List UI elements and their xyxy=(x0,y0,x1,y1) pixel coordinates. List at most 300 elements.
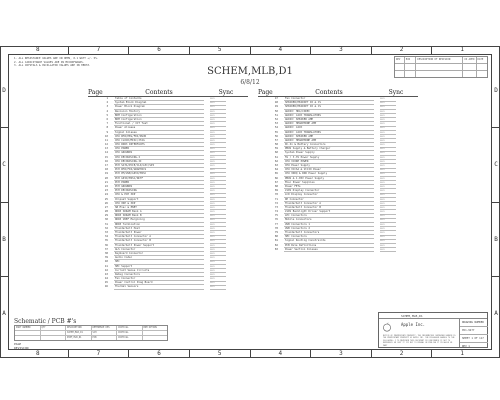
toc-page-number: 30 xyxy=(104,218,108,222)
toc-page-number: 8 xyxy=(106,126,108,130)
toc-page-number: 64 xyxy=(274,168,278,172)
toc-contents: PCH POWER xyxy=(114,181,204,185)
toc-sync-value: DATE xyxy=(210,101,226,106)
revision-row xyxy=(395,71,487,77)
schematic-cell: SCHEM,MLB,D1 xyxy=(66,331,92,335)
toc-page-number: 12 xyxy=(104,143,108,147)
toc-contents: SMC Connectors xyxy=(284,235,374,239)
toc-sync xyxy=(374,248,418,252)
toc-contents: Power FETs xyxy=(284,185,374,189)
toc-page-number: 56 xyxy=(274,134,278,138)
title-block-cells xyxy=(459,319,488,347)
zone-row-label: C xyxy=(492,127,500,201)
toc-sync-value: DATE xyxy=(380,206,396,211)
toc-page-number: 46 xyxy=(104,285,108,289)
toc-header xyxy=(88,88,248,97)
toc-sync-value: DATE xyxy=(210,214,226,219)
toc-contents: AUDIO: SPEAKER AMP xyxy=(284,118,374,122)
toc-sync-value: DATE xyxy=(210,143,226,148)
toc-sync-value: DATE xyxy=(210,110,226,115)
toc-page-number: 80 xyxy=(274,235,278,239)
toc-page-number: 59 xyxy=(274,147,278,151)
toc-sync-value: DATE xyxy=(210,248,226,253)
toc-sync-value: DATE xyxy=(210,244,226,249)
toc-page-number: 25 xyxy=(104,197,108,201)
toc-contents: BOM Configuration xyxy=(114,118,204,122)
toc-sync-value: DATE xyxy=(380,164,396,169)
toc-sync-value: DATE xyxy=(380,214,396,219)
general-note: 3. ALL CRYSTALS & OSCILLATOR VALUES ARE IN HERTZ. xyxy=(14,64,91,68)
toc-page-number: 20 xyxy=(104,176,108,180)
toc-page-number: 53 xyxy=(274,122,278,126)
revision-header-cell: CK APPD xyxy=(463,57,476,63)
toc-page-number: 26 xyxy=(104,201,108,205)
toc-page-number: 14 xyxy=(104,151,108,155)
zone-column-label: 8 xyxy=(36,46,40,53)
toc-contents: USB Connectors 2 xyxy=(284,227,374,231)
title-block-label: SCHEM,MLB,D1 xyxy=(379,313,487,319)
toc-sync-value: DATE xyxy=(210,118,226,123)
toc-contents: PCH PM/USB/GPIO/MISC xyxy=(114,172,204,176)
revision-header-cell: DATE xyxy=(477,58,484,61)
toc-page-number: 72 xyxy=(274,201,278,205)
toc-left-rows xyxy=(88,97,248,290)
revision-cell xyxy=(416,71,463,77)
toc-right-rows xyxy=(258,97,418,252)
toc-contents: Power Section Aliases xyxy=(284,248,374,252)
toc-sync-value: DATE xyxy=(210,139,226,144)
toc-page-number: 24 xyxy=(104,193,108,197)
toc-contents: Revision History xyxy=(114,110,204,114)
toc-contents: PCH GPIO/MISC/NCTF xyxy=(114,177,204,181)
revision-cell xyxy=(416,64,463,70)
toc-contents: Power Block Diagram xyxy=(114,105,204,109)
toc-contents: PBUS Supply & Battery Charger xyxy=(284,147,374,151)
page-date: 6/8/12 xyxy=(240,79,260,86)
toc-sync-value: DATE xyxy=(210,97,226,102)
zone-column-label: 4 xyxy=(250,350,311,358)
toc-contents: Thunderbolt Connector B xyxy=(114,239,204,243)
toc-page-number: 54 xyxy=(274,126,278,130)
toc-contents: CPU & PCH XDP xyxy=(114,193,204,197)
toc-contents: CPU POWER xyxy=(114,147,204,151)
toc-sync-value: DATE xyxy=(380,172,396,177)
toc-sync-value: DATE xyxy=(210,273,226,278)
zone-column-label: 3 xyxy=(310,46,371,54)
toc-page-number: 7 xyxy=(106,122,108,126)
zone-columns-top xyxy=(8,46,492,54)
toc-contents: AUDIO: HDA/CODEC xyxy=(284,110,374,114)
zone-column-label: 5 xyxy=(189,46,250,54)
toc-contents: AUDIO: HEADPHONE AMP xyxy=(284,139,374,143)
toc-contents: Chipset Support xyxy=(114,198,204,202)
toc-page-number: 38 xyxy=(104,251,108,255)
toc-sync-value: DATE xyxy=(210,114,226,119)
toc-sync-value: DATE xyxy=(210,265,226,270)
toc-page-number: 13 xyxy=(104,147,108,151)
toc-contents: Thunderbolt Connector B xyxy=(284,206,374,210)
toc-contents: DDR3 SDRAM Bank A xyxy=(114,210,204,214)
toc-page-number: 15 xyxy=(104,155,108,159)
toc-sync-value: DATE xyxy=(210,105,226,110)
revision-table-header xyxy=(395,57,487,64)
revision-cell xyxy=(405,64,416,70)
schematic-cell xyxy=(15,331,41,335)
toc-contents: DP Connector xyxy=(284,198,374,202)
revision-cell xyxy=(395,71,405,77)
zone-column-label: 3 xyxy=(310,350,371,358)
toc-contents: CPU XDP & XDP xyxy=(114,202,204,206)
toc-contents: Signal Routing Constraints xyxy=(284,239,374,243)
toc-sync-value: DATE xyxy=(210,147,226,152)
toc-contents: AUDIO: JACK TRANSLATORS xyxy=(284,131,374,135)
toc-page-number: 27 xyxy=(104,205,108,209)
toc-sync-value: DATE xyxy=(380,122,396,127)
toc-sync-value: DATE xyxy=(210,206,226,211)
toc-sync-value: DATE xyxy=(210,218,226,223)
toc-page-number: 48 xyxy=(274,101,278,105)
toc-page-number: 65 xyxy=(274,172,278,176)
toc-sync-value: DATE xyxy=(380,223,396,228)
toc-page-number: 58 xyxy=(274,143,278,147)
schematic-cell xyxy=(143,336,168,340)
toc-page-number: 40 xyxy=(104,260,108,264)
toc-sync-value: DATE xyxy=(210,285,226,290)
schematic-pcb-label: Schematic / PCB #'s xyxy=(14,318,77,325)
toc-sync-value: DATE xyxy=(210,135,226,140)
toc-sync-value: DATE xyxy=(380,139,396,144)
toc-sync-value: DATE xyxy=(210,122,226,127)
toc-sync-value: DATE xyxy=(210,156,226,161)
toc-page-number: 63 xyxy=(274,164,278,167)
toc-sync-value: DATE xyxy=(210,181,226,186)
toc-page-number: 57 xyxy=(274,138,278,142)
title-block-cell: 051-9277 xyxy=(460,327,488,335)
toc-page-number: 49 xyxy=(274,105,278,109)
toc-contents: System Power Supply xyxy=(284,151,374,155)
toc-page-number: 10 xyxy=(104,134,108,138)
toc-page-number: 16 xyxy=(104,159,108,163)
title-block-cell: REV 1 xyxy=(462,345,470,348)
toc-page-number: 79 xyxy=(274,231,278,234)
zone-row-label: B xyxy=(0,202,8,276)
zone-column-label: 7 xyxy=(68,350,129,358)
toc-header-sync: Sync xyxy=(218,89,234,96)
toc-page-number: 36 xyxy=(104,243,108,247)
drawing-frame xyxy=(8,54,492,350)
toc-contents: CPU DECOUPLING-II xyxy=(114,160,204,164)
zone-column-label: 2 xyxy=(371,46,432,54)
toc-row xyxy=(88,285,248,289)
toc-contents: USB Connectors 1 xyxy=(284,223,374,227)
revision-cell xyxy=(405,71,416,77)
toc-page-number: 83 xyxy=(274,247,278,251)
toc-page-number: 42 xyxy=(104,268,108,272)
schematic-bottom-line: REVISION xyxy=(14,346,29,350)
zone-column-label: 4 xyxy=(250,46,311,54)
toc-contents: ALS Connector xyxy=(114,248,204,252)
zone-row-label: A xyxy=(492,276,500,350)
general-note: 2. ALL CAPACITANCE VALUES ARE IN MICROFARADS. xyxy=(14,60,85,64)
toc-sync-value: DATE xyxy=(210,256,226,261)
toc-sync-value: DATE xyxy=(210,277,226,282)
toc-sync-value: DATE xyxy=(380,202,396,207)
toc-sync-value: DATE xyxy=(380,210,396,215)
zone-column-label: 6 xyxy=(128,350,189,358)
toc-contents: DDR3 VREF Margining xyxy=(114,218,204,222)
title-block xyxy=(378,312,488,348)
toc-contents: DDR3 SDRAM Bank B xyxy=(114,214,204,218)
toc-contents: DC-In & Battery Connectors xyxy=(284,143,374,147)
toc-contents: SMC xyxy=(114,260,204,264)
toc-contents: BOM Configuration xyxy=(114,114,204,118)
toc-sync-value: DATE xyxy=(380,235,396,240)
toc-page-number: 75 xyxy=(274,214,278,218)
toc-left-column xyxy=(88,88,248,290)
toc-contents: Current Sense Circuits xyxy=(114,269,204,273)
schematic-table-row xyxy=(15,336,167,340)
toc-sync-value: DATE xyxy=(210,227,226,232)
zone-row-label: C xyxy=(0,127,8,201)
toc-contents: CPU DECOUPLING-I xyxy=(114,156,204,160)
schematic-cell xyxy=(143,331,168,335)
toc-contents: CPU VCCSA & VCCIO Power xyxy=(284,168,374,172)
toc-page-number: 76 xyxy=(274,218,278,222)
toc-contents: SB Misc & ENET xyxy=(114,206,204,210)
toc-page-number: 17 xyxy=(104,164,108,167)
toc-contents: PCH SATA/PCIE/CLK/LPC/SPI xyxy=(114,164,204,168)
toc-page-number: 81 xyxy=(274,239,278,243)
toc-contents: SPEAKER/HEADSET IO & CS xyxy=(284,101,374,105)
schematic-cell: SCH xyxy=(92,331,118,335)
toc-sync-value: DATE xyxy=(380,231,396,236)
toc-sync-value: DATE xyxy=(210,185,226,190)
toc-page-number: 34 xyxy=(104,235,108,239)
schematic-cell: PCB xyxy=(92,336,118,340)
toc-sync-value: DATE xyxy=(210,252,226,257)
toc-header-sync: Sync xyxy=(388,89,404,96)
toc-sync-value: DATE xyxy=(210,235,226,240)
toc-contents: Power Aliases xyxy=(114,126,204,130)
toc-contents: Signal Aliases xyxy=(114,131,204,135)
toc-page-number: 68 xyxy=(274,184,278,188)
toc-page-number: 73 xyxy=(274,205,278,209)
schematic-header-cell: BOM OPTION xyxy=(143,326,157,329)
toc-page-number: 66 xyxy=(274,176,278,180)
toc-page-number: 18 xyxy=(104,168,108,172)
toc-header-contents: Contents xyxy=(145,89,173,96)
toc-sync-value: DATE xyxy=(380,147,396,152)
toc-contents: CPU Power Supply xyxy=(284,164,374,168)
toc-page-number: 74 xyxy=(274,210,278,214)
schematic-pcb-table xyxy=(14,325,168,341)
toc-page-number: 33 xyxy=(104,231,108,234)
toc-sync-value: DATE xyxy=(380,105,396,110)
schematic-bottom-notes xyxy=(14,342,28,350)
toc-page-number: 29 xyxy=(104,214,108,218)
toc-right-column xyxy=(258,88,418,252)
toc-sync-value: DATE xyxy=(380,218,396,223)
toc-contents: PCH DECOUPLING xyxy=(114,189,204,193)
toc-row xyxy=(258,248,418,252)
revision-cell xyxy=(477,71,487,77)
toc-contents: Table of Contents xyxy=(114,97,204,101)
revision-cell xyxy=(395,64,405,70)
toc-contents: CPU DDR3 INTERFACES xyxy=(114,143,204,147)
toc-page-number: 37 xyxy=(104,247,108,251)
page-title: SCHEM,MLB,D1 xyxy=(207,66,293,77)
toc-contents: Thermal Sensors xyxy=(114,285,204,289)
toc-sync-value: DATE xyxy=(380,114,396,119)
toc-sync-value: DATE xyxy=(380,198,396,203)
toc-contents: Thunderbolt Host xyxy=(114,227,204,231)
toc-contents: Misc Power Supplies xyxy=(284,181,374,185)
revision-header-cell: ECN xyxy=(405,57,416,63)
toc-sync-value: DATE xyxy=(380,181,396,186)
toc-page-number: 52 xyxy=(274,117,278,121)
toc-contents: Thunderbolt Connectors xyxy=(284,231,374,235)
revision-header-cell: DESCRIPTION OF REVISION xyxy=(416,57,463,63)
toc-header xyxy=(258,88,418,97)
toc-header-page: Page xyxy=(88,89,103,96)
toc-page-number: 61 xyxy=(274,155,278,159)
schematic-cell: CRITICAL xyxy=(117,336,143,340)
toc-sync-value: DATE xyxy=(380,97,396,102)
toc-page-number: 32 xyxy=(104,226,108,230)
toc-sync-value: DATE xyxy=(380,168,396,173)
company-logo-icon xyxy=(382,322,392,332)
toc-sync-value: DATE xyxy=(380,177,396,182)
toc-contents: CPU VDDQ & DDR Power Supply xyxy=(284,172,374,176)
schematic-header-cell: PART NUMBER xyxy=(15,326,41,330)
toc-header-contents: Contents xyxy=(315,89,343,96)
schematic-header-cell: DESCRIPTION xyxy=(66,326,92,330)
revision-cell xyxy=(477,64,487,70)
toc-sync-value: DATE xyxy=(380,131,396,136)
toc-page-number: 3 xyxy=(106,105,108,109)
toc-page-number: 39 xyxy=(104,256,108,260)
toc-contents: PCB Rule Definitions xyxy=(284,244,374,248)
toc-page-number: 4 xyxy=(106,109,108,113)
proprietary-notice: NOTICE OF PROPRIETARY PROPERTY: THE INFORMATION CONTAINED HEREIN IS THE PROPRIETARY PROPERTY OF APPLE INC. THE POSSESSOR AGREES TO THE FOLLOWING: I TO MAINTAIN THIS DOCUMENT IN CONFIDENCE II NOT TO REPRODUCE OR COPY IT III NOT TO REVEAL OR PUBLISH IT IN WHOLE OR PART xyxy=(383,335,456,347)
toc-sync-value: DATE xyxy=(380,156,396,161)
toc-sync-value: DATE xyxy=(380,227,396,232)
toc-page-number: 69 xyxy=(274,189,278,193)
toc-page-number: 5 xyxy=(106,113,108,117)
toc-sync-value: DATE xyxy=(210,260,226,265)
toc-page-number: 44 xyxy=(104,277,108,281)
toc-sync-value: DATE xyxy=(380,135,396,140)
schematic-cell xyxy=(41,336,67,340)
toc-page-number: 11 xyxy=(104,138,108,142)
toc-page-number: 51 xyxy=(274,113,278,117)
company-name: Apple Inc. xyxy=(401,322,426,327)
toc-sync-value: DATE xyxy=(210,223,226,228)
toc-page-number: 55 xyxy=(274,130,278,134)
toc-contents: CPU CLOCK/MISC/JTAG xyxy=(114,139,204,143)
toc-sync-value: DATE xyxy=(380,189,396,194)
schematic-cell xyxy=(15,336,41,340)
revision-header-cell: REV xyxy=(395,57,405,63)
toc-contents: Thunderbolt Connector A xyxy=(284,202,374,206)
zone-column-label: 5 xyxy=(189,350,250,358)
toc-contents: CPU VCORE POWER xyxy=(284,160,374,164)
toc-sync-value: DATE xyxy=(380,239,396,244)
zone-column-label: 1 xyxy=(431,350,492,358)
toc-page-number: 67 xyxy=(274,180,278,184)
zone-row-label: A xyxy=(0,276,8,350)
toc-page-number: 23 xyxy=(104,189,108,193)
toc-contents: 5V / 3.3V Power Supply xyxy=(284,156,374,160)
toc-sync-value: DATE xyxy=(210,172,226,177)
toc-contents: AUDIO: JACK TRANSLATORS xyxy=(284,114,374,118)
toc-contents: CPU DMI/PEG/FDI/RSVD xyxy=(114,135,204,139)
toc-contents: LVDS Backlight Driver Support xyxy=(284,210,374,214)
toc-contents: Mobile Connectors xyxy=(284,218,374,222)
toc-contents: Fan Connector xyxy=(114,277,204,281)
zone-columns-bottom xyxy=(8,350,492,358)
toc-contents: AUDIO: JACK xyxy=(284,126,374,130)
toc-contents: AUDIO: HEADPHONE AMP xyxy=(284,122,374,126)
toc-page-number: 9 xyxy=(106,130,108,134)
revision-row xyxy=(395,64,487,71)
toc-sync-value: DATE xyxy=(210,131,226,136)
toc-page-number: 22 xyxy=(104,184,108,188)
toc-sync-value: DATE xyxy=(380,193,396,198)
toc-contents: SPEAKER/HEADSET IO & CS xyxy=(284,105,374,109)
toc-contents: PBUS & 1.05V Power Supply xyxy=(284,177,374,181)
toc-sync-value: DATE xyxy=(380,248,396,253)
schematic-bottom-line: PAGE xyxy=(14,342,22,346)
toc-page-number: 31 xyxy=(104,222,108,226)
toc-sync-value: DATE xyxy=(210,202,226,207)
toc-contents: Power Control Diag Board xyxy=(114,281,204,285)
toc-page-number: 41 xyxy=(104,264,108,268)
toc-contents: Keyboard Connector xyxy=(114,252,204,256)
toc-page-number: 60 xyxy=(274,151,278,155)
toc-contents: Fan Connector xyxy=(284,97,374,101)
toc-sync-value: DATE xyxy=(380,118,396,123)
toc-contents: Debug Connectors xyxy=(114,273,204,277)
toc-contents: LVDS Display Connector xyxy=(284,189,374,193)
toc-contents: System Block Diagram xyxy=(114,101,204,105)
toc-sync-value: DATE xyxy=(380,185,396,190)
zone-column-label: 6 xyxy=(128,46,189,54)
title-block-cell: DRAWING NUMBER xyxy=(460,319,488,327)
toc-contents: AUDIO: SPEAKER AMP xyxy=(284,135,374,139)
toc-contents: DDR3 Termination xyxy=(114,223,204,227)
toc-page-number: 21 xyxy=(104,180,108,184)
toc-sync-value: DATE xyxy=(210,177,226,182)
revision-cell xyxy=(463,64,476,70)
toc-sync-value: DATE xyxy=(210,126,226,131)
general-notes xyxy=(14,57,98,68)
toc-contents: LCD Display Connector xyxy=(284,193,374,197)
toc-sync-value: DATE xyxy=(210,160,226,165)
toc-sync-value: DATE xyxy=(380,143,396,148)
zone-row-label: D xyxy=(2,87,6,95)
toc-sync-value: DATE xyxy=(210,198,226,203)
toc-contents: CPU GROUNDS xyxy=(114,151,204,155)
toc-page-number: 50 xyxy=(274,109,278,113)
toc-sync-value: DATE xyxy=(210,151,226,156)
zone-row-label: D xyxy=(494,87,498,95)
toc-sync-value: DATE xyxy=(210,281,226,286)
revision-cell xyxy=(463,71,476,77)
toc-page-number: 28 xyxy=(104,210,108,214)
toc-page-number: 6 xyxy=(106,117,108,121)
schematic-cell xyxy=(41,331,67,335)
